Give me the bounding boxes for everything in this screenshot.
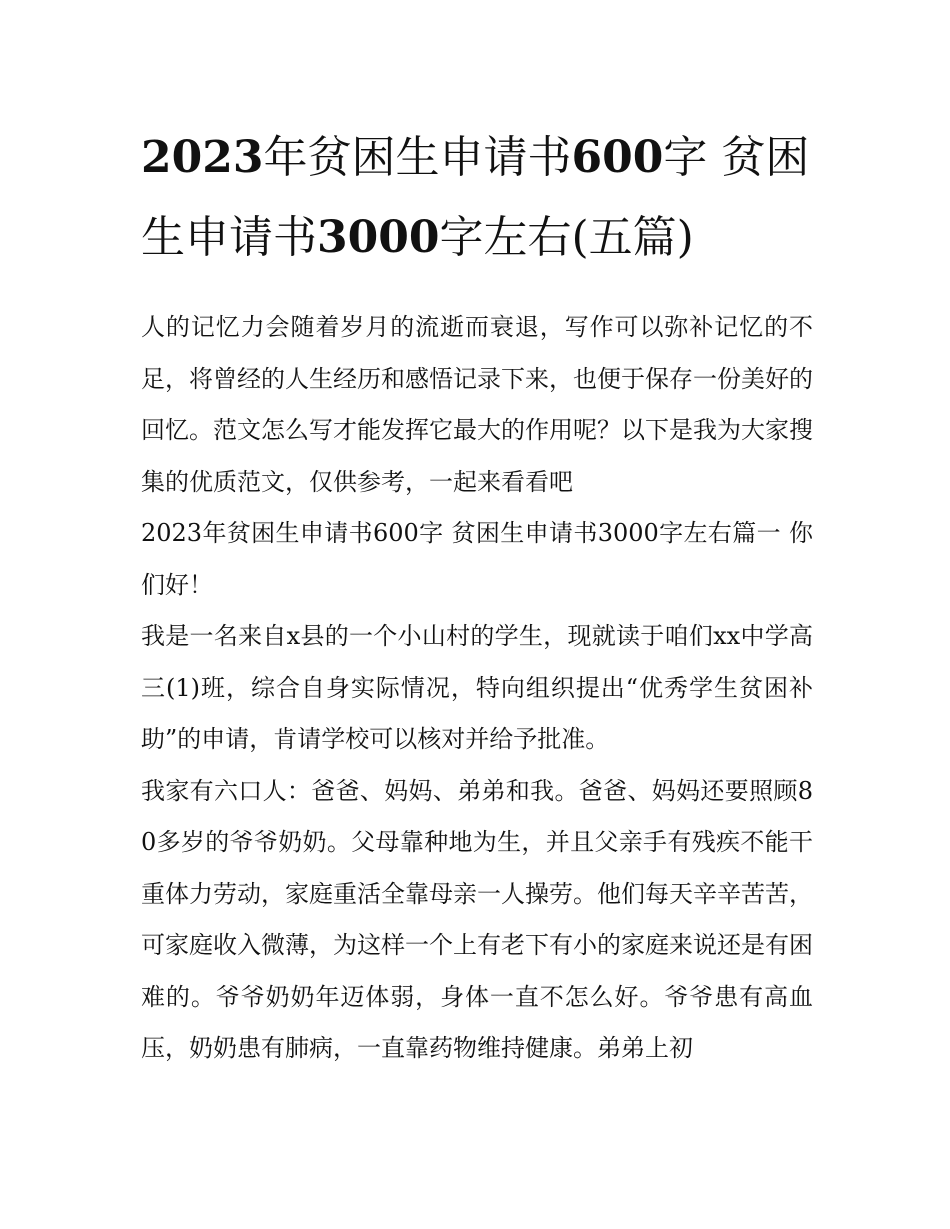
document-title: 2023年贫困生申请书600字 贫困生申请书3000字左右(五篇) <box>141 132 810 263</box>
paragraph-greeting: 2023年贫困生申请书600字 贫困生申请书3000字左右篇一 你们好！ <box>141 519 813 599</box>
paragraph-family-situation: 我家有六口人：爸爸、妈妈、弟弟和我。爸爸、妈妈还要照顾80多岁的爷爷奶奶。父母靠种地为生，并且父亲手有残疾不能干重体力劳动，家庭重活全靠母亲一人操劳。他们每天辛辛苦苦，可家庭收入微薄，为这样一个上有老下有小的家庭来说还是有困难的。爷爷奶奶年迈体弱，身体一直不怎么好。爷爷患有高血压，奶奶患有肺病，一直靠药物维持健康。弟弟上初 <box>141 776 813 1062</box>
paragraph-self-introduction: 我是一名来自x县的一个小山村的学生，现就读于咱们xx中学高三(1)班，综合自身实际情况，特向组织提出“优秀学生贫困补助”的申请，肯请学校可以核对并给予批准。 <box>141 622 813 753</box>
document-body <box>141 302 813 1075</box>
document-page <box>141 118 813 1075</box>
paragraph-intro: 人的记忆力会随着岁月的流逝而衰退，写作可以弥补记忆的不足，将曾经的人生经历和感悟记录下来，也便于保存一份美好的回忆。范文怎么写才能发挥它最大的作用呢？以下是我为大家搜集的优质范文，仅供参考，一起来看看吧 <box>141 313 813 496</box>
